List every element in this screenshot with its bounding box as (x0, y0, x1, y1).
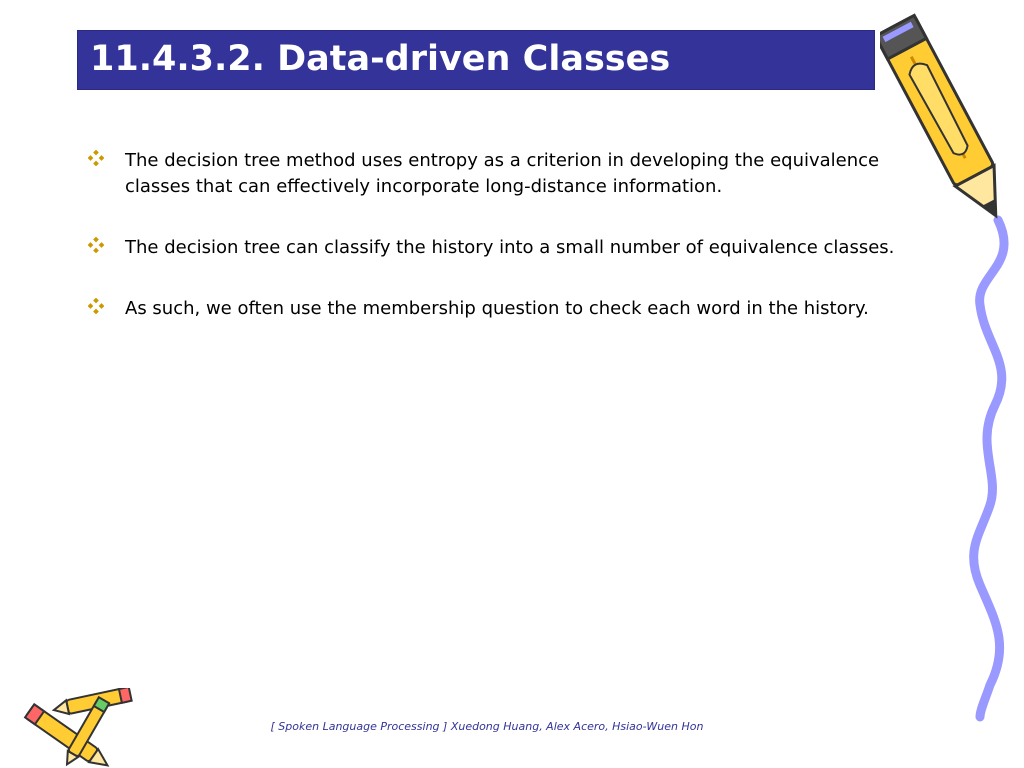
title-bar (77, 30, 875, 90)
footer-citation (0, 720, 1024, 733)
footer-text: [ Spoken Language Processing ] Xuedong Huang, Alex Acero, Hsiao-Wuen Hon (270, 720, 704, 733)
diamond-bullet-icon (88, 148, 125, 200)
bullet-item (88, 148, 938, 200)
pencil-with-squiggle-icon (880, 5, 1024, 725)
bullet-text: As such, we often use the membership question to check each word in the history. (125, 298, 869, 319)
bullet-text: The decision tree method uses entropy as a criterion in developing the equivalence classes that can effectively incorporate long-distance information. (125, 150, 880, 197)
bullet-item (88, 235, 938, 261)
diamond-bullet-icon (88, 235, 125, 261)
bullet-item (88, 296, 938, 322)
bullet-text: The decision tree can classify the history into a small number of equivalence classes. (125, 237, 895, 258)
slide-title: 11.4.3.2. Data-driven Classes (90, 39, 671, 79)
diamond-bullet-icon (88, 296, 125, 322)
